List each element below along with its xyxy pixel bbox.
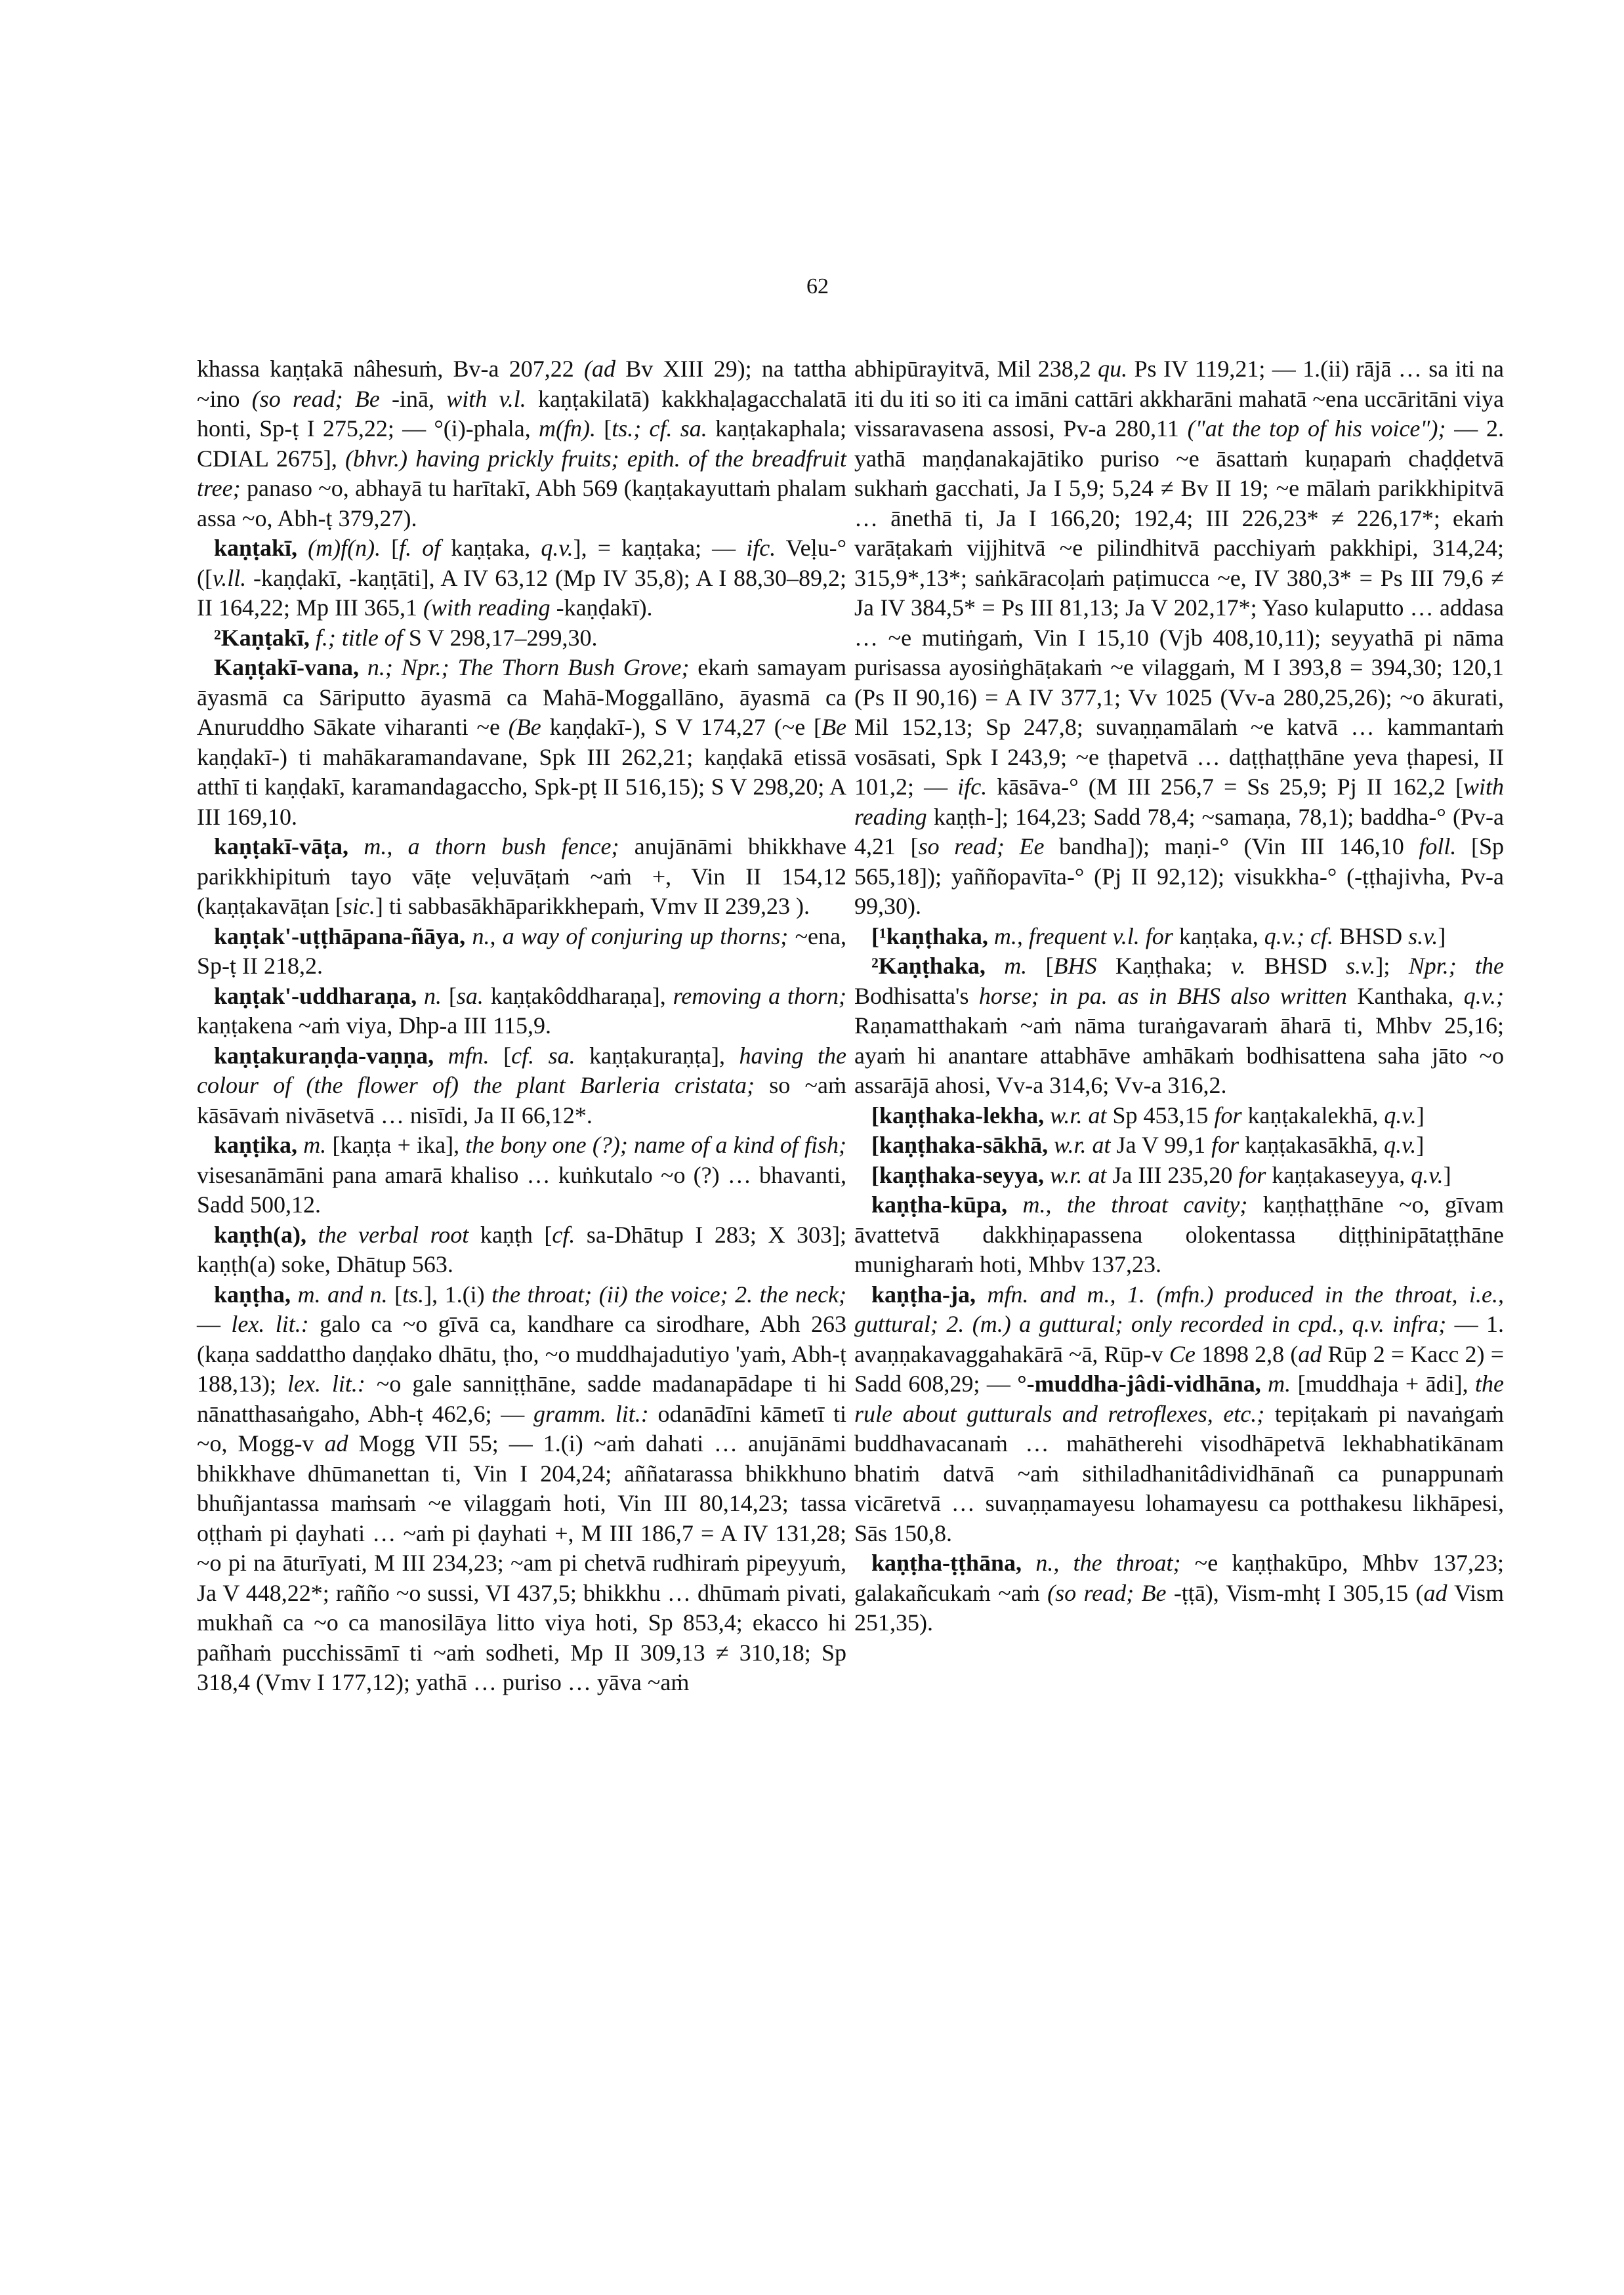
- dictionary-entry: [197, 982, 846, 1041]
- entry-text: [297, 1132, 303, 1158]
- entry-text: kāsāva-° (M III 256,7 = Ss 25,9; Pj II 162,2 [: [987, 774, 1463, 800]
- entry-italic-text: w.r. at: [1050, 1161, 1107, 1188]
- entry-italic-text: n.: [424, 982, 442, 1009]
- entry-text: Vism 251,35).: [854, 1579, 1505, 1636]
- right-column: [854, 354, 1504, 1638]
- entry-italic-text: (Be: [508, 714, 541, 740]
- entry-text: panaso ~o, abhayā tu harītakī, Abh 569 (kaṇṭakayuttaṁ phalam assa ~o, Abh-ṭ 379,27).: [197, 475, 846, 531]
- entry-italic-text: f.; title of: [315, 624, 403, 651]
- dictionary-entry: [197, 832, 846, 922]
- entry-headword: kaṇṭika,: [214, 1132, 298, 1158]
- entry-text: S V 298,17–299,30.: [402, 624, 598, 651]
- entry-italic-text: the rule about gutturals and retroflexes, etc.;: [854, 1371, 1504, 1427]
- entry-text: Sp 453,15: [1106, 1102, 1215, 1128]
- entry-text: [: [1027, 953, 1054, 979]
- dictionary-entry: [854, 922, 1504, 952]
- entry-text: [434, 1043, 448, 1069]
- entry-italic-text: m.: [303, 1132, 327, 1158]
- entry-text: tepiṭakaṁ pi navaṅgaṁ buddhavacanaṁ … mahātherehi visodhāpetvā lekhabhatikānam bhatiṁ datvā ~aṁ sithiladhanitâdividhānañ ca punappunaṁ vicāretvā … suvaṇṇamayesu lohamayesu ca potthakesu likhāpesi, Sās 150,8.: [854, 1400, 1504, 1546]
- entry-italic-text: removing a thorn;: [673, 982, 847, 1009]
- entry-text: [465, 923, 472, 949]
- left-column: [197, 354, 846, 1698]
- entry-italic-text: lex. lit.:: [231, 1311, 309, 1337]
- entry-text: Ps IV 119,21; — 1.(ii) rājā … sa iti na iti du iti so iti ca imāni cattāri akkharāni mahatā ~ena uccāritāni viya vissaravasena assosi, Pv-a 280,11: [854, 356, 1504, 442]
- entry-headword: kaṇṭakī,: [214, 535, 298, 561]
- entry-text: kaṇṭh-]; 164,23; Sadd 78,4; ~samaṇa, 78,1); baddha-° (Pv-a 4,21 [: [854, 803, 1504, 859]
- entry-italic-text: q.v.: [1384, 1102, 1417, 1128]
- entry-italic-text: ts.; cf. sa.: [612, 415, 707, 442]
- entry-headword: kaṇṭh(a),: [214, 1221, 307, 1248]
- entry-italic-text: Ce: [1169, 1340, 1196, 1367]
- entry-italic-text: n., the throat;: [1035, 1550, 1181, 1576]
- entry-text: [1048, 1132, 1054, 1158]
- entry-text: ] ti sabbasākhāparikkhepaṁ, Vmv II 239,23 ).: [375, 893, 810, 919]
- entry-text: [986, 953, 1004, 979]
- entry-text: [1007, 1191, 1022, 1218]
- entry-italic-text: m., frequent v.l. for: [993, 922, 1173, 949]
- entry-text: Rūp 2 = Kacc 2) = Sadd 608,29; —: [854, 1340, 1504, 1397]
- entry-text: [1261, 1371, 1268, 1397]
- entry-italic-text: ifc.: [746, 535, 776, 561]
- entry-text: Kanthaka,: [1346, 982, 1464, 1009]
- entry-italic-text: ts.: [402, 1281, 425, 1308]
- entry-headword: kaṇṭha,: [214, 1281, 291, 1308]
- dictionary-entry: [197, 1130, 846, 1220]
- entry-italic-text: ad: [1298, 1340, 1322, 1367]
- dictionary-entry: [197, 1041, 846, 1131]
- entry-text: kaṇṭakôddharaṇa],: [483, 982, 673, 1009]
- entry-headword: [¹kaṇṭhaka,: [871, 922, 988, 949]
- entry-text: kaṇṭaka,: [440, 535, 541, 561]
- entry-text: Bodhisatta's: [854, 982, 979, 1009]
- entry-italic-text: (with reading: [423, 594, 551, 621]
- entry-italic-text: v.: [1231, 953, 1246, 979]
- entry-text: Bv XIII 29); na tattha ~ino: [197, 356, 847, 412]
- dictionary-entry: [197, 533, 846, 623]
- entry-headword: [kaṇṭhaka-sākhā,: [871, 1132, 1049, 1158]
- entry-headword: ²Kaṇṭakī,: [214, 624, 310, 651]
- entry-italic-text: qu.: [1098, 356, 1128, 382]
- entry-italic-text: cf. sa.: [511, 1042, 575, 1069]
- entry-text: [muddhaja + ādi],: [1291, 1371, 1476, 1397]
- dictionary-entry: [854, 951, 1504, 1101]
- dictionary-entry: [197, 922, 846, 982]
- entry-italic-text: q.v.; cf.: [1264, 922, 1334, 949]
- entry-italic-text: foll.: [1419, 833, 1457, 859]
- entry-text: visesanāmāni pana amarā khaliso … kuṅkutalo ~o (?) … bhavanti, Sadd 500,12.: [197, 1161, 846, 1218]
- entry-text: -kaṇḍakī).: [550, 594, 653, 621]
- entry-italic-text: horse; in pa. as in BHS also written: [978, 982, 1347, 1009]
- entry-text: [306, 1222, 318, 1248]
- entry-italic-text: ifc.: [957, 774, 988, 800]
- entry-headword: °-muddha-jâdi-vidhāna,: [1017, 1371, 1261, 1397]
- entry-text: [359, 654, 367, 680]
- entry-headword: kaṇṭak'-uṭṭhāpana-ñāya,: [214, 922, 466, 949]
- entry-italic-text: ad: [1423, 1579, 1447, 1606]
- entry-italic-text: sa.: [456, 982, 484, 1009]
- entry-text: kaṇṭakilatā) kakkhaḷagacchalatā honti, Sp-ṭ I 275,22; — °(i)-phala,: [197, 385, 846, 442]
- entry-italic-text: for: [1211, 1132, 1239, 1158]
- entry-text: [Sp 565,18]); yaññopavīta-° (Pj II 92,12); visukkha-° (-ṭṭhajivha, Pv-a 99,30).: [854, 833, 1504, 919]
- entry-headword: kaṇṭha-ṭṭhāna,: [871, 1550, 1022, 1576]
- entry-italic-text: m(fn).: [539, 415, 596, 442]
- entry-italic-text: ad: [324, 1430, 348, 1457]
- entry-italic-text: n., a way of conjuring up thorns;: [472, 922, 789, 949]
- entry-italic-text: (ad: [583, 356, 615, 382]
- entry-text: 1898 2,8 (: [1195, 1340, 1299, 1367]
- entry-text: kaṇṭh [: [468, 1221, 552, 1248]
- entry-italic-text: m.: [1004, 953, 1028, 979]
- entry-text: Raṇamatthakaṁ ~aṁ nāma turaṅgavaraṁ āharā ti, Mhbv 25,16; ayaṁ hi anantare attabhāve amhākaṁ bodhisattena saha jāto ~o assarājā ahosi, Vv-a 314,6; Vv-a 316,2.: [854, 1012, 1504, 1098]
- entry-italic-text: ("at the top of his voice");: [1187, 415, 1446, 442]
- entry-italic-text: the throat; (ii) the voice; 2. the neck;: [491, 1281, 847, 1308]
- entry-text: [1022, 1550, 1035, 1576]
- entry-text: [: [595, 415, 612, 442]
- entry-italic-text: (so read; Be: [251, 385, 380, 412]
- entry-text: — 1. avaṇṇakavaggahakārā ~ā, Rūp-v: [854, 1311, 1504, 1367]
- entry-text: kaṇṭakaseyya,: [1266, 1161, 1411, 1188]
- dictionary-entry: [854, 1101, 1504, 1131]
- entry-italic-text: for: [1214, 1102, 1242, 1128]
- entry-text: -inā,: [379, 385, 447, 412]
- entry-italic-text: for: [1238, 1161, 1266, 1188]
- entry-text: kaṇṭakalekhā,: [1241, 1102, 1385, 1128]
- entry-headword: kaṇṭakī-vāṭa,: [214, 833, 349, 859]
- entry-text: Veḷu-° ([: [197, 535, 847, 591]
- entry-text: [976, 1281, 987, 1308]
- entry-text: [: [387, 1281, 403, 1308]
- dictionary-entry: [854, 1130, 1504, 1161]
- entry-italic-text: m., a thorn bush fence;: [364, 833, 619, 859]
- entry-text: ]: [1438, 922, 1446, 949]
- entry-italic-text: f. of: [399, 535, 441, 561]
- entry-italic-text: q.v.: [1411, 1161, 1444, 1188]
- entry-text: [: [381, 535, 400, 561]
- entry-italic-text: s.v.: [1408, 922, 1438, 949]
- entry-text: BHSD: [1245, 953, 1346, 979]
- entry-text: [: [489, 1042, 512, 1069]
- dictionary-entry: [854, 1548, 1504, 1638]
- entry-text: galo ca ~o gīvā ca, kandhare ca sirodhare, Abh 263 (kaṇa saddattho daṇḍako dhātu, ṭho, ~o muddhajadutiyo 'yaṁ, Abh-ṭ 188,13);: [197, 1311, 846, 1397]
- entry-text: [417, 983, 424, 1009]
- entry-text: abhipūrayitvā, Mil 238,2: [854, 356, 1098, 382]
- entry-text: odanādīni kāmetī ti ~o, Mogg-v: [197, 1400, 846, 1457]
- entry-text: —: [197, 1311, 232, 1337]
- entry-text: kaṇḍakī-) ti mahākaramandavane, Spk III 262,21; kaṇḍakā etissā atthī ti kaṇḍakī, karamandagaccho, Spk-pṭ II 516,15); S V 298,20; A III 169,10.: [197, 743, 846, 830]
- dictionary-entry: [197, 653, 846, 832]
- entry-text: [348, 833, 364, 859]
- entry-text: ]: [1416, 1102, 1425, 1128]
- entry-text: [291, 1281, 298, 1308]
- entry-headword: Kaṇṭakī-vana,: [214, 654, 360, 680]
- dictionary-entry: [197, 623, 846, 653]
- entry-text: so ~aṁ kāsāvaṁ nivāsetvā … nisīdi, Ja II 66,12*.: [197, 1072, 846, 1128]
- dictionary-entry: [197, 1280, 846, 1698]
- entry-italic-text: so read; Ee: [918, 833, 1045, 859]
- entry-text: ekaṁ samayam āyasmā ca Sāriputto āyasmā ca Mahā-Moggallāno, āyasmā ca Anuruddho Sākate viharanti ~e: [197, 654, 846, 740]
- entry-text: kaṇḍakī-), S V 174,27 (~e [: [541, 714, 822, 740]
- entry-italic-text: with v.l.: [446, 385, 526, 412]
- entry-italic-text: n.; Npr.; The Thorn Bush Grove;: [367, 654, 690, 680]
- entry-italic-text: q.v.;: [1463, 982, 1505, 1009]
- entry-text: sa-Dhātup I 283; X 303]; kaṇṭh(a) soke, Dhātup 563.: [197, 1221, 847, 1277]
- dictionary-entry: [854, 1190, 1504, 1280]
- dictionary-entry: [197, 1220, 846, 1280]
- entry-italic-text: (bhvr.) having prickly fruits; epith. of the breadfruit tree;: [197, 445, 846, 501]
- entry-headword: kaṇṭha-kūpa,: [871, 1191, 1008, 1218]
- entry-text: -kaṇḍakī, -kaṇṭāti], A IV 63,12 (Mp IV 35,8); A I 88,30–89,2; II 164,22; Mp III 365,1: [197, 564, 846, 621]
- entry-italic-text: w.r. at: [1054, 1132, 1111, 1158]
- entry-italic-text: s.v.: [1346, 953, 1376, 979]
- entry-italic-text: Npr.; the: [1408, 953, 1505, 979]
- entry-text: Ja V 99,1: [1110, 1132, 1212, 1158]
- entry-text: Kaṇṭhaka;: [1096, 953, 1232, 979]
- entry-text: kaṇṭakasākhā,: [1239, 1132, 1385, 1158]
- entry-italic-text: mfn.: [448, 1042, 489, 1069]
- entry-headword: kaṇṭha-ja,: [871, 1281, 976, 1308]
- dictionary-entry-continuation: [854, 354, 1504, 922]
- entry-headword: [kaṇṭhaka-lekha,: [871, 1102, 1045, 1128]
- entry-italic-text: mfn. and m., 1. (mfn.) produced in the throat, i.e., guttural; 2. (m.) a guttural; only recorded in cpd., q.v. infra;: [854, 1281, 1505, 1337]
- entry-italic-text: (m)f(n).: [308, 535, 381, 561]
- entry-italic-text: cf.: [552, 1221, 575, 1248]
- entry-text: ]: [1443, 1161, 1451, 1188]
- entry-text: [1044, 1162, 1050, 1188]
- entry-text: khassa kaṇṭakā nâhesuṁ, Bv-a 207,22: [197, 356, 584, 382]
- entry-headword: kaṇṭak'-uddharaṇa,: [214, 982, 417, 1009]
- entry-italic-text: m.: [1268, 1371, 1291, 1397]
- dictionary-entry-continuation: [197, 354, 846, 533]
- entry-text: ~o gale sanniṭṭhāne, sadde madanapādape ti hi nānatthasaṅgaho, Abh-ṭ 462,6; —: [197, 1371, 847, 1427]
- entry-text: Ja III 235,20: [1106, 1161, 1239, 1188]
- entry-text: kaṇṭakaphala; CDIAL 2675],: [197, 415, 846, 472]
- entry-text: [310, 625, 316, 651]
- entry-italic-text: having the colour of (the flower of) the plant Barleria cristata;: [197, 1042, 846, 1098]
- entry-text: -ṭṭā), Vism-mhṭ I 305,15 (: [1166, 1579, 1424, 1606]
- entry-italic-text: Be: [822, 714, 846, 740]
- entry-headword: ²Kaṇṭhaka,: [871, 953, 986, 979]
- entry-italic-text: gramm. lit.:: [533, 1400, 649, 1427]
- entry-italic-text: the bony one (?); name of a kind of fish;: [465, 1132, 846, 1158]
- entry-text: kaṇṭhaṭṭhāne ~o, gīvam āvattetvā dakkhiṇapassena olokentassa diṭṭhinipātaṭṭhāne munigharaṁ hoti, Mhbv 137,23.: [854, 1191, 1504, 1277]
- entry-text: anujānāmi bhikkhave parikkhipituṁ tayo vāṭe veḷuvāṭaṁ ~aṁ +, Vin II 154,12 (kaṇṭakavāṭan [: [197, 833, 847, 919]
- entry-text: Mogg VII 55; — 1.(i) ~aṁ dahati … anujānāmi bhikkhave dhūmanettan ti, Vin I 204,24; aññatarassa bhikkhuno bhuñjantassa maṁsaṁ ~e vilaggaṁ hoti, Vin III 80,14,23; tassa oṭṭhaṁ pi ḍayhati … ~aṁ pi ḍayhati +, M III 186,7 = A IV 131,28; ~o pi na āturīyati, M III 234,23; ~am pi chetvā rudhiraṁ pipeyyuṁ, Ja V 448,22*; rañño ~o sussi, VI 437,5; bhikkhu … dhūmaṁ pivati, mukhañ ca ~o ca manosilāya litto viya hoti, Sp 853,4; ekacco hi pañhaṁ pucchissāmī ti ~aṁ sodheti, Mp II 309,13 ≠ 310,18; Sp 318,4 (Vmv I 177,12); yathā … puriso … yāva ~aṁ: [197, 1430, 846, 1695]
- entry-italic-text: q.v.: [1384, 1132, 1417, 1158]
- entry-italic-text: the verbal root: [318, 1221, 469, 1248]
- entry-headword: kaṇṭakuraṇḍa-vaṇṇa,: [214, 1042, 434, 1069]
- entry-italic-text: sic.: [343, 893, 375, 919]
- entry-italic-text: w.r. at: [1050, 1102, 1107, 1128]
- entry-text: ]: [1416, 1132, 1425, 1158]
- dictionary-entry: [854, 1161, 1504, 1191]
- entry-italic-text: BHS: [1053, 953, 1097, 979]
- entry-text: [988, 923, 994, 949]
- entry-italic-text: with reading: [854, 774, 1504, 830]
- entry-text: [kaṇṭa + ika],: [326, 1132, 466, 1158]
- entry-italic-text: q.v.: [541, 535, 573, 561]
- entry-text: ];: [1375, 953, 1409, 979]
- entry-text: [1044, 1102, 1050, 1128]
- entry-italic-text: m., the throat cavity;: [1022, 1191, 1248, 1218]
- page-number: 62: [806, 274, 829, 299]
- entry-italic-text: (so read; Be: [1047, 1579, 1167, 1606]
- entry-text: kaṇṭakena ~aṁ viya, Dhp-a III 115,9.: [197, 1012, 551, 1039]
- entry-text: bandha]); maṇi-° (Vin III 146,10: [1044, 833, 1419, 859]
- entry-text: ~ena, Sp-ṭ II 218,2.: [197, 922, 847, 979]
- dictionary-entry: [854, 1280, 1504, 1549]
- entry-text: ], = kaṇṭaka; —: [573, 535, 747, 561]
- entry-headword: [kaṇṭhaka-seyya,: [871, 1161, 1045, 1188]
- entry-text: ], 1.(i): [424, 1281, 492, 1308]
- entry-italic-text: lex. lit.:: [287, 1371, 365, 1397]
- entry-italic-text: m. and n.: [297, 1281, 388, 1308]
- entry-text: [: [442, 982, 457, 1009]
- entry-italic-text: v.ll.: [212, 564, 247, 591]
- entry-text: ~e kaṇṭhakūpo, Mhbv 137,23; galakañcukaṁ ~aṁ: [854, 1550, 1504, 1606]
- entry-text: BHSD: [1333, 922, 1409, 949]
- entry-text: kaṇṭakuraṇṭa],: [575, 1042, 739, 1069]
- entry-text: — 2. yathā maṇḍanakajātiko puriso ~e āsattaṁ kuṇapaṁ chaḍḍetvā sukhaṁ gacchati, Ja I 5,9; 5,24 ≠ Bv II 19; ~e mālaṁ parikkhipitvā … ānethā ti, Ja I 166,20; 192,4; III 226,23* ≠ 226,17*; ekaṁ varāṭakaṁ vijjhitvā ~e pilindhitvā pacchiyaṁ pakkhipi, 314,24; 315,9*,13*; saṅkāracoḷaṁ paṭimucca ~e, IV 380,3* = Ps III 79,6 ≠ Ja IV 384,5* = Ps III 81,13; Ja V 202,17*; Yaso kulaputto … addasa … ~e mutiṅgaṁ, Vin I 15,10 (Vjb 408,10,11); seyyathā pi nāma purisassa ayosiṅghāṭakaṁ ~e vilaggaṁ, M I 393,8 = 394,30; 120,1 (Ps II 90,16) = A IV 377,1; Vv 1025 (Vv-a 280,25,26); ~o ākurati, Mil 152,13; Sp 247,8; suvaṇṇamālaṁ ~e katvā … kammantaṁ vosāsati, Spk I 243,9; ~e ṭhapetvā … daṭṭhaṭṭhāne yeva ṭhapesi, II 101,2; —: [854, 415, 1505, 800]
- entry-text: kaṇṭaka,: [1173, 922, 1264, 949]
- entry-text: [297, 535, 308, 561]
